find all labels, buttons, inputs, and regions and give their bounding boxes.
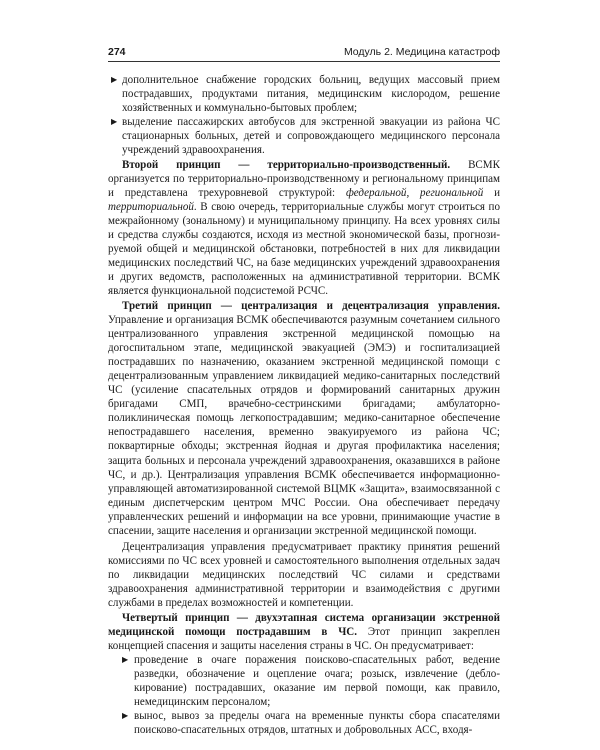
bullet-arrow-icon: ▶: [122, 654, 129, 664]
fourth-principle-heading: Четвертый принцип — двухэтапная система организации экстренной медицинской помощи пострадавшим в ЧС.: [108, 611, 500, 638]
page-body: [108, 73, 500, 737]
page-number: 274: [108, 46, 126, 58]
paragraph-second-principle: Второй принцип — территориально-производственный. ВСМК организуется по территориально-производственному и региональному принципам и представлена трехуровневой структурой: федеральной, региональной и территориальной. В свою очередь, территориальные службы могут строиться по межрайонному (зональному) и муниципальному принципу. На всех уровнях силы и средства службы создаются, исходя из местной экономической базы, прогнозируемой общей и медицинской обстановки, потребностей в них для ликвидации медицинских последствий ЧС, на базе медицинских учреждений здравоохранения и других ведомств, расположенных на административной территории. ВСМК является функциональной подсистемой РСЧС.: [108, 158, 500, 298]
fourth-principle-list: [108, 653, 500, 738]
list-item: ▶ выделение пассажирских автобусов для экстренной эвакуации из района ЧС стационарных больных, детей и сопровождающего медицинского персонала учреждений здравоохранения.: [111, 116, 500, 157]
list-item: ▶ вынос, вывоз за пределы очага на временные пункты сбора спасателями поисково-спасательных отрядов, штатных и добровольных АСС, входя-: [122, 710, 500, 737]
list-item: ▶ проведение в очаге поражения поисково-спасательных работ, ведение разведки, обозначение и оцепление очага; розыск, извлечение (деблокирование) пострадавших, оказание им первой помощи, как правило, немедицинским персоналом;: [122, 653, 500, 709]
paragraph-fourth-principle: Четвертый принцип — двухэтапная система организации экстренной медицинской помощи пострадавшим в ЧС. Этот принцип закреплен концепцией спасения и защиты населения страны в ЧС. Он предусматривает:: [108, 611, 500, 652]
running-header: [108, 46, 500, 62]
bullet-arrow-icon: ▶: [122, 711, 129, 721]
bullet-arrow-icon: ▶: [111, 75, 118, 84]
list-item: ▶ дополнительное снабжение городских больниц, ведущих массовый прием пострадавших, продуктами питания, медицинским кислородом, решение хозяйственных и коммунально-бытовых проблем;: [111, 74, 500, 115]
second-principle-heading: Второй принцип — территориально-производственный.: [122, 158, 451, 171]
third-principle-heading: Третий принцип — централизация и децентрализация управления.: [122, 299, 500, 312]
running-title: Модуль 2. Медицина катастроф: [343, 46, 500, 58]
bullet-arrow-icon: ▶: [111, 117, 118, 127]
paragraph-third-principle: Третий принцип — централизация и децентрализация управления. Управление и организация ВСМК обеспечиваются разумным сочетанием сильного централизованного управления экстренной медицинской помощью на догоспитальном этапе, медицинской эвакуацией (ЭМЭ) и госпитализацией пострадавших по назначению, оказанием экстренной медицинской помощи с децентрализованным управлением ликвидацией медико-санитарных последствий ЧС (усиление спасательных отрядов и формирований санитарных дружин бригадами СМП, врачебно-сестринскими бригадами; амбулаторно-поликлиническая помощь легкопострадавшим; медико-санитарное обеспечение непострадавшего населения, временно эвакуируемого из района ЧС; поквартирные обходы; экстренная йодная и другая профилактика населения; защита больных и персонала учреждений здравоохранения, оказавшихся в районе ЧС, и др.). Централизация управления ВСМК обеспечивается информационно-управляющей автоматизированной системой ВЦМК «Защита», взаимосвязанной с единым диспетчерским центром МЧС России. Она обеспечивает передачу управленческих решений и информации на все уровни, принимающие участие в спасении, защите населения и организации экстренной медицинской помощи.: [108, 299, 500, 537]
paragraph-decentralization: Децентрализация управления предусматривает практику принятия решений комиссиями по ЧС всех уровней и самостоятельного выполнения отдельных задач по ликвидации медицинских последствий ЧС силами и средствами здравоохранения административной территории и взаимодействия с другими службами в пределах возможностей и компетенции.: [108, 541, 500, 610]
